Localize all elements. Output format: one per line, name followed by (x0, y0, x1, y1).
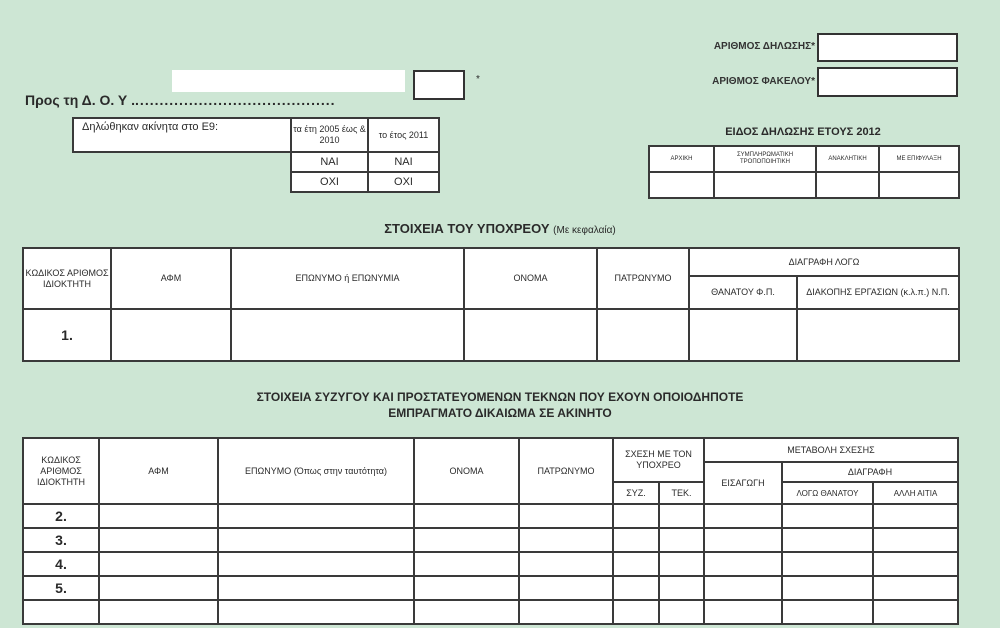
cessation-cell[interactable] (797, 309, 959, 361)
declaration-type-title: ΕΙΔΟΣ ΔΗΛΩΣΗΣ ΕΤΟΥΣ 2012 (725, 126, 881, 138)
taxpayer-table (22, 247, 960, 362)
header-other-reason: ΑΛΛΗ ΑΙΤΙΑ (873, 482, 958, 504)
no-2011-checkbox[interactable]: ΟΧΙ (368, 172, 439, 192)
table-row (23, 576, 958, 600)
e9-col-2005-2010: τα έτη 2005 έως & 2010 (291, 118, 368, 152)
header-fathers-name: ΠΑΤΡΩΝΥΜΟ (519, 438, 613, 504)
e9-col-2011: το έτος 2011 (368, 118, 439, 152)
row-cell[interactable] (704, 504, 782, 528)
table-row (23, 528, 958, 552)
header-insertion: ΕΙΣΑΓΩΓΗ (704, 462, 782, 504)
row-cell[interactable] (218, 552, 414, 576)
yes-2005-checkbox[interactable]: ΝΑΙ (291, 152, 368, 172)
row-cell[interactable] (873, 528, 958, 552)
section2-title-line2: ΕΜΠΡΑΓΜΑΤΟ ΔΙΚΑΙΩΜΑ ΣΕ ΑΚΙΝΗΤΟ (388, 406, 612, 420)
e9-label: Δηλώθηκαν ακίνητα στο Ε9: (73, 118, 291, 152)
row-cell[interactable] (218, 576, 414, 600)
asterisk: * (476, 74, 480, 85)
row-cell[interactable] (519, 528, 613, 552)
type-reservation: ΜΕ ΕΠΙΦΥΛΑΞΗ (879, 146, 959, 172)
surname-cell[interactable] (231, 309, 464, 361)
row-number: 4. (23, 552, 99, 576)
row-cell[interactable] (873, 504, 958, 528)
row-cell[interactable] (659, 552, 704, 576)
header-cessation: ΔΙΑΚΟΠΗΣ ΕΡΓΑΣΙΩΝ (κ.λ.π.) Ν.Π. (797, 276, 959, 309)
header-relation: ΣΧΕΣΗ ΜΕ ΤΟΝ ΥΠΟΧΡΕΟ (613, 438, 704, 482)
header-surname: ΕΠΩΝΥΜΟ ή ΕΠΩΝΥΜΙΑ (231, 248, 464, 309)
row-number: 1. (23, 309, 111, 361)
header-afm: ΑΦΜ (111, 248, 231, 309)
row-cell[interactable] (414, 576, 519, 600)
doy-code-input[interactable] (413, 70, 465, 100)
table-row (23, 600, 958, 624)
row-cell[interactable] (873, 600, 958, 624)
row-cell[interactable] (414, 552, 519, 576)
row-cell[interactable] (218, 504, 414, 528)
row-cell[interactable] (782, 552, 873, 576)
row-cell[interactable] (873, 576, 958, 600)
row-cell[interactable] (782, 528, 873, 552)
declaration-number-input[interactable] (817, 33, 958, 62)
header-owner-code: ΚΩΔΙΚΟΣ ΑΡΙΘΜΟΣ ΙΔΙΟΚΤΗΤΗ (23, 248, 111, 309)
row-cell[interactable] (613, 528, 659, 552)
section2-title-line1: ΣΤΟΙΧΕΙΑ ΣΥΖΥΓΟΥ ΚΑΙ ΠΡΟΣΤΑΤΕΥΟΜΕΝΩΝ ΤΕΚΝΩΝ ΠΟΥ ΕΧΟΥΝ ΟΠΟΙΟΔΗΠΟΤΕ (256, 390, 744, 404)
folder-number-label: ΑΡΙΘΜΟΣ ΦΑΚΕΛΟΥ* (712, 76, 815, 87)
table-row (23, 309, 959, 361)
header-afm: ΑΦΜ (99, 438, 218, 504)
row-cell[interactable] (218, 600, 414, 624)
type-initial: ΑΡΧΙΚΗ (649, 146, 714, 172)
row-cell[interactable] (659, 528, 704, 552)
table-row (23, 552, 958, 576)
header-spouse: ΣΥΖ. (613, 482, 659, 504)
doy-label: Προς τη Δ. Ο. Υ .......................................... (25, 92, 336, 108)
folder-number-input[interactable] (817, 67, 958, 97)
header-relation-change: ΜΕΤΑΒΟΛΗ ΣΧΕΣΗΣ (704, 438, 958, 462)
section1-title: ΣΤΟΙΧΕΙΑ ΤΟΥ ΥΠΟΧΡΕΟΥ (Με κεφαλαία) (384, 221, 616, 236)
row-cell[interactable] (613, 600, 659, 624)
row-cell[interactable] (782, 600, 873, 624)
row-cell[interactable] (613, 576, 659, 600)
table-row (23, 504, 958, 528)
row-number: 5. (23, 576, 99, 600)
yes-2011-checkbox[interactable]: ΝΑΙ (368, 152, 439, 172)
row-cell[interactable] (704, 600, 782, 624)
header-name: ΟΝΟΜΑ (464, 248, 597, 309)
header-deletion-reason: ΔΙΑΓΡΑΦΗ ΛΟΓΩ (689, 248, 959, 276)
row-cell[interactable] (519, 504, 613, 528)
row-cell[interactable] (414, 600, 519, 624)
row-cell[interactable] (659, 504, 704, 528)
header-deletion: ΔΙΑΓΡΑΦΗ (782, 462, 958, 482)
type-revoking: ΑΝΑΚΛΗΤΙΚΗ (816, 146, 879, 172)
row-number: 2. (23, 504, 99, 528)
spouse-children-table (22, 437, 959, 625)
declaration-number-label: ΑΡΙΘΜΟΣ ΔΗΛΩΣΗΣ* (713, 41, 815, 52)
row-number: 3. (23, 528, 99, 552)
doy-input[interactable] (172, 70, 405, 92)
death-cell[interactable] (689, 309, 797, 361)
row-cell[interactable] (519, 552, 613, 576)
row-cell[interactable] (519, 600, 613, 624)
row-cell[interactable] (659, 576, 704, 600)
type-revoking-cell[interactable] (816, 172, 879, 198)
row-cell[interactable] (613, 504, 659, 528)
name-cell[interactable] (464, 309, 597, 361)
row-cell[interactable] (659, 600, 704, 624)
row-cell[interactable] (99, 504, 218, 528)
header-child: ΤΕΚ. (659, 482, 704, 504)
type-supplementary-cell[interactable] (714, 172, 816, 198)
row-number (23, 600, 99, 624)
row-cell[interactable] (414, 528, 519, 552)
row-cell[interactable] (414, 504, 519, 528)
header-surname: ΕΠΩΝΥΜΟ (Όπως στην ταυτότητα) (218, 438, 414, 504)
row-cell[interactable] (99, 576, 218, 600)
row-cell[interactable] (704, 576, 782, 600)
row-cell[interactable] (519, 576, 613, 600)
header-death: ΛΟΓΩ ΘΑΝΑΤΟΥ (782, 482, 873, 504)
no-2005-checkbox[interactable]: ΟΧΙ (291, 172, 368, 192)
row-cell[interactable] (704, 552, 782, 576)
row-cell[interactable] (99, 528, 218, 552)
afm-cell[interactable] (111, 309, 231, 361)
fathers-name-cell[interactable] (597, 309, 689, 361)
row-cell[interactable] (782, 504, 873, 528)
row-cell[interactable] (99, 600, 218, 624)
header-fathers-name: ΠΑΤΡΩΝΥΜΟ (597, 248, 689, 309)
type-supplementary: ΣΥΜΠΛΗΡΩΜΑΤΙΚΗ ΤΡΟΠΟΠΟΙΗΤΙΚΗ (714, 146, 816, 172)
header-owner-code: ΚΩΔΙΚΟΣ ΑΡΙΘΜΟΣ ΙΔΙΟΚΤΗΤΗ (23, 438, 99, 504)
row-cell[interactable] (218, 528, 414, 552)
row-cell[interactable] (704, 528, 782, 552)
header-name: ΟΝΟΜΑ (414, 438, 519, 504)
declaration-type-table (648, 145, 960, 199)
row-cell[interactable] (99, 552, 218, 576)
row-cell[interactable] (873, 552, 958, 576)
type-initial-cell[interactable] (649, 172, 714, 198)
row-cell[interactable] (782, 576, 873, 600)
row-cell[interactable] (613, 552, 659, 576)
e9-declared-table (72, 117, 440, 193)
type-reservation-cell[interactable] (879, 172, 959, 198)
header-death: ΘΑΝΑΤΟΥ Φ.Π. (689, 276, 797, 309)
